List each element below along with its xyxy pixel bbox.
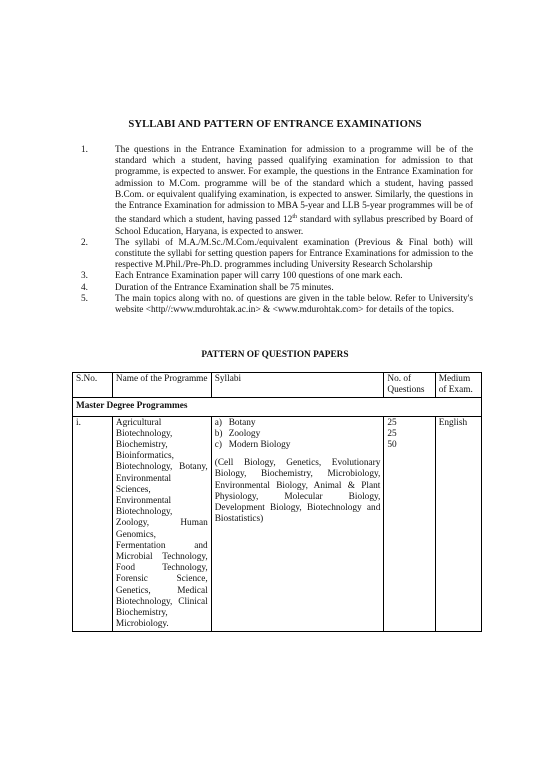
list-item (81, 238, 473, 272)
row-questions (384, 416, 435, 632)
syllabus-item (215, 440, 381, 451)
list-item (81, 271, 473, 282)
header-medium: Medium of Exam. (435, 373, 481, 398)
item-number: 5. (81, 293, 88, 304)
header-questions: No. of Questions (384, 373, 435, 398)
section-label: Master Degree Programmes (73, 398, 482, 416)
list-item (81, 283, 473, 294)
item-text: Each Entrance Examination paper will carry 100 questions of one mark each. (115, 271, 403, 282)
header-programme: Name of the Programme (112, 373, 211, 398)
syllabus-key: b) (214, 428, 223, 439)
syllabus-item (215, 429, 381, 440)
table-header-row (73, 373, 482, 398)
row-medium: English (435, 416, 481, 632)
section-row (73, 398, 482, 416)
syllabus-label: Modern Biology (228, 440, 291, 451)
item-text: Duration of the Entrance Examination shall be 75 minutes. (115, 282, 334, 293)
header-sno: S.No. (73, 373, 113, 398)
list-item (81, 145, 473, 238)
question-pattern-table (72, 372, 482, 632)
question-count: 25 (387, 417, 397, 428)
item-number: 4. (81, 282, 88, 293)
item-number: 2. (81, 237, 88, 248)
item-text: The syllabi of M.A./M.Sc./M.Com./equivalent examination (Previous & Final both) will constitute the syllabi for setting question papers for Entrance Examinations for admission to the respective M.Phil./Pre-Ph.D. programmes including University Research Scholarship (115, 237, 473, 271)
item-text: The main topics along with no. of questions are given in the table below. Refer to University's website <http//:www.mdurohtak.ac.in> & <www.mdurohtak.com> for details of the topics. (115, 293, 473, 315)
row-sno: i. (73, 416, 113, 632)
page-title: SYLLABI AND PATTERN OF ENTRANCE EXAMINATIONS (128, 119, 422, 130)
instruction-list (81, 145, 473, 316)
item-number: 3. (81, 271, 88, 282)
syllabus-key: a) (214, 417, 222, 428)
syllabus-label: Zoology (228, 428, 261, 439)
list-item (81, 294, 473, 316)
syllabus-note: (Cell Biology, Genetics, Evolutionary Biology, Biochemistry, Microbiology, Environmental Biology, Animal & Plant Physiology, Molecular Biology, Development Biology, Biotechnology and Biostatistics) (214, 458, 381, 525)
row-programme: Agricultural Biotechnology, Biochemistry, Bioinformatics, Biotechnology, Botany, Environmental Sciences, Environmental Biotechnology, Zoology, Human Genomics, Fermentation and Microbial Technology, Food Technology, Forensic Science, Genetics, Medical Biotechnology, Clinical Biochemistry, Microbiology. (112, 416, 211, 632)
table-row (73, 416, 482, 632)
item-text: The questions in the Entrance Examination for admission to a programme will be of the standard which a student, having passed qualifying examination for admission to that programme, is expected to answer. For example, the questions in the Entrance Examination for admission to M.Com. programme will be of the standard which a student, having passed B.Com. or equivalent qualifying examination, is expected to answer. Similarly, the questions in the Entrance Examination for admission to MBA 5-year and LLB 5-year programmes will be of the standard which a student, having passed 12th standard with syllabus prescribed by Board of School Education, Haryana, is expected to answer. (115, 145, 473, 237)
item-number: 1. (81, 145, 88, 155)
syllabus-label: Botany (228, 417, 256, 428)
row-syllabi (211, 416, 384, 632)
syllabus-item (215, 418, 381, 429)
question-count: 25 (387, 428, 397, 439)
syllabus-key: c) (214, 440, 222, 451)
header-syllabi: Syllabi (211, 373, 384, 398)
table-title: PATTERN OF QUESTION PAPERS (201, 350, 349, 360)
question-count: 50 (387, 440, 397, 451)
